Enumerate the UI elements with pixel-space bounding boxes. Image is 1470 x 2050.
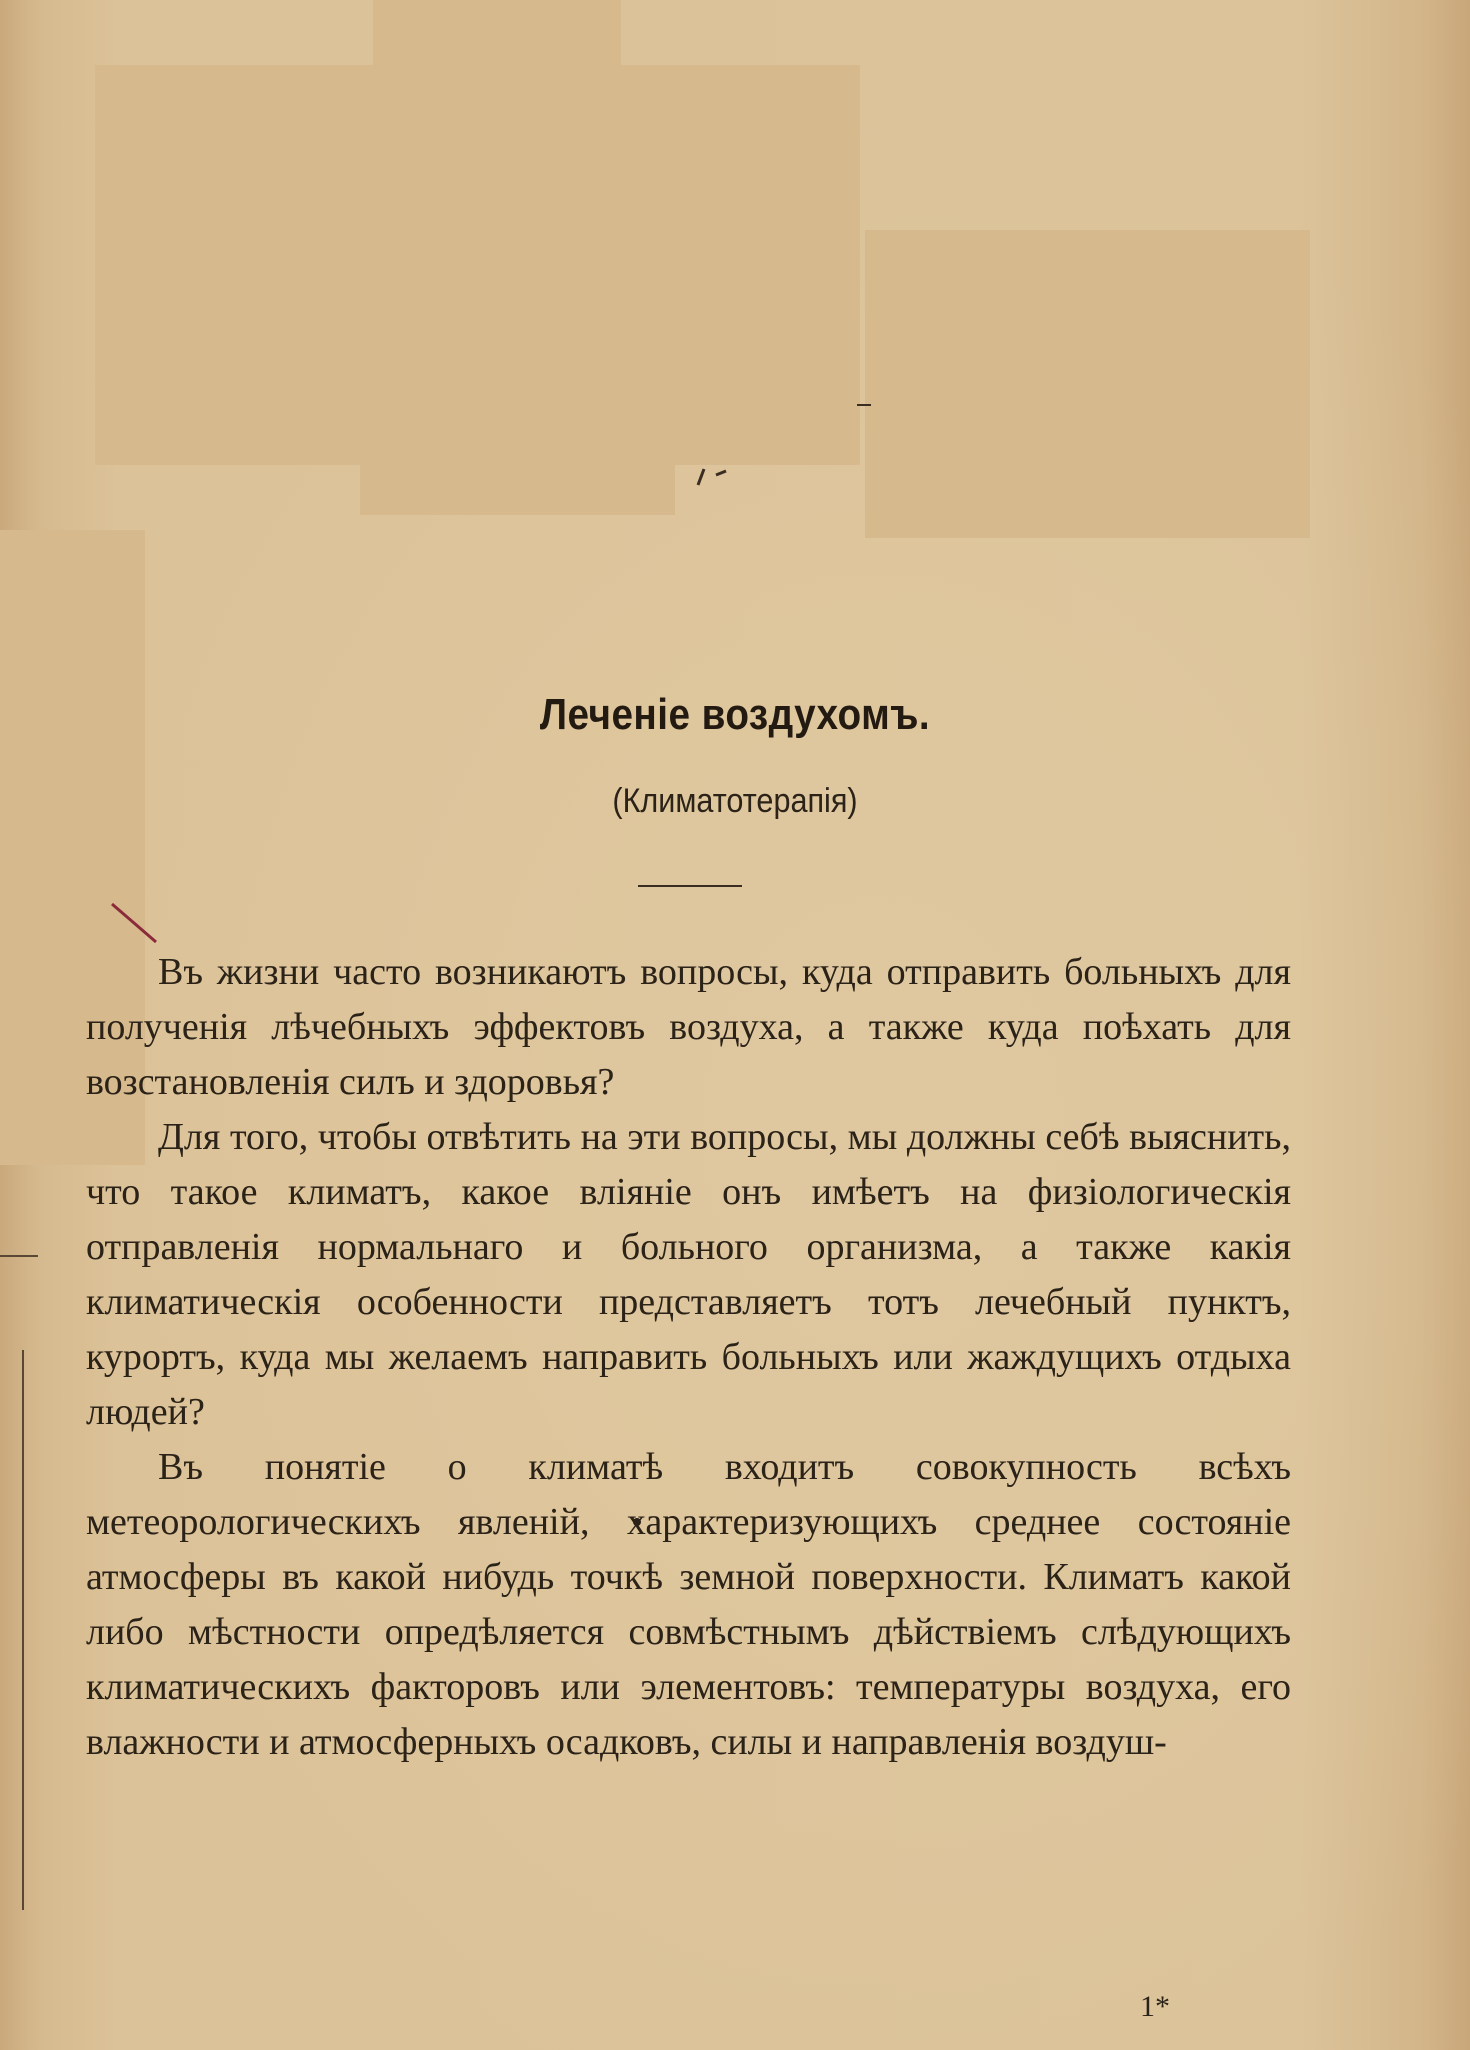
page-subtitle: (Климатотерапія): [612, 782, 858, 820]
binding-edge-tick: [0, 1255, 38, 1257]
page-title: Леченіе воздухомъ.: [539, 690, 931, 739]
paragraph-3: Въ понятіе о климатѣ входитъ совокупность всѣхъ метеорологическихъ явленій, характеризующихъ среднее состояніе атмосферы въ какой нибудь точкѣ земной поверхности. Климатъ какой либо мѣстности опредѣляется совмѣстнымъ дѣйствіемъ слѣдующихъ климатическихъ факторовъ или элементовъ: температуры воздуха, его влажности и атмосферныхъ осадковъ, силы и направленія воздуш-: [86, 1446, 1291, 1763]
ink-mark-top: [690, 455, 740, 495]
blank-patch-right: [865, 230, 1310, 538]
red-pencil-mark: [108, 900, 168, 950]
page-number: 1*: [1140, 1990, 1170, 2023]
ink-mark-dash: [855, 400, 875, 410]
title-divider: [638, 885, 742, 887]
blank-patch-top: [95, 65, 860, 465]
body-text: [86, 945, 1291, 1770]
binding-edge-line: [22, 1350, 24, 1910]
paragraph-2: Для того, чтобы отвѣтить на эти вопросы, мы должны себѣ выяснить, что такое климатъ, какое вліяніе онъ имѣетъ на физіологическія отправленія нормальнаго и больного организма, а также какія климатическія особенности представляетъ тотъ лечебный пунктъ, курортъ, куда мы желаемъ направить больныхъ или жаждущихъ отдыха людей?: [86, 1116, 1291, 1433]
paragraph-1: Въ жизни часто возникаютъ вопросы, куда отправить больныхъ для полученія лѣчебныхъ эффектовъ воздуха, а также куда поѣхать для возстановленія силъ и здоровья?: [86, 951, 1291, 1103]
blank-patch-lower: [360, 460, 675, 515]
blank-patch-top-tab: [373, 0, 621, 70]
